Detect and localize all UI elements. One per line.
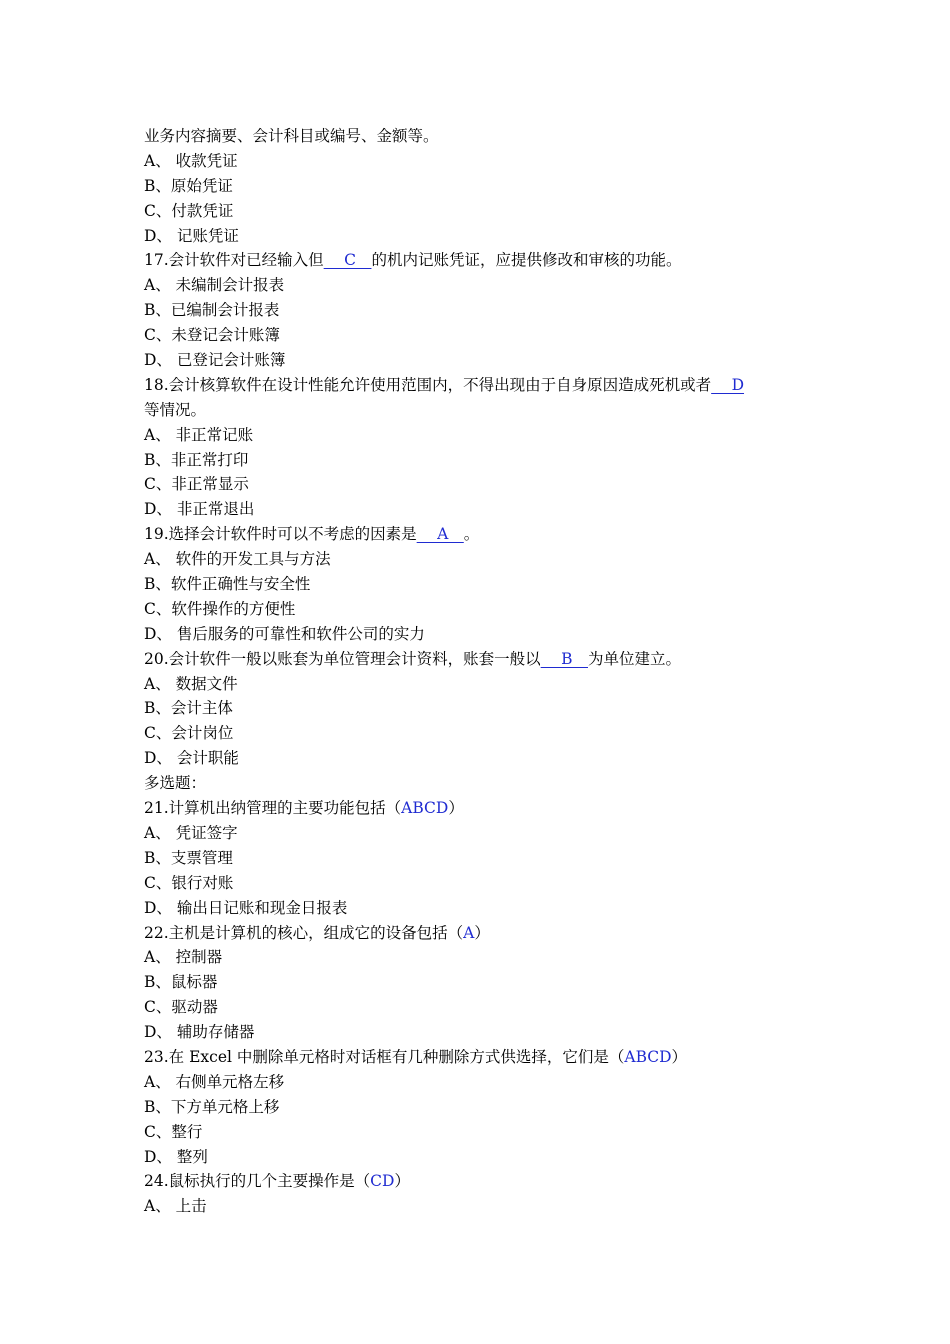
question-text: 18.会计核算软件在设计性能允许使用范围内，不得出现由于自身原因造成死机或者 <box>144 375 712 394</box>
option-line: B、软件正确性与安全性 <box>144 575 311 594</box>
document-body <box>144 124 824 1219</box>
question-text: 20.会计软件一般以账套为单位管理会计资料，账套一般以 <box>144 649 541 668</box>
option-line: D、 整列 <box>144 1147 208 1166</box>
question-text: 17.会计软件对已经输入但 <box>144 251 324 270</box>
option-line: C、未登记会计账簿 <box>144 326 280 345</box>
question-text-end: 为单位建立。 <box>587 649 681 668</box>
option-line: A、 上击 <box>144 1197 207 1216</box>
option-line: A、 右侧单元格左移 <box>144 1072 285 1091</box>
option-line: B、原始凭证 <box>144 176 233 195</box>
question-line <box>144 248 824 273</box>
option-line: D、 辅助存储器 <box>144 1023 255 1042</box>
answer-mark: CD <box>370 1172 395 1191</box>
question-text-end: 。 <box>463 525 480 544</box>
option-line: C、整行 <box>144 1122 203 1141</box>
option-line: B、支票管理 <box>144 848 233 867</box>
option-line: D、 输出日记账和现金日报表 <box>144 898 348 917</box>
option-line: D、 已登记会计账簿 <box>144 351 286 370</box>
text-line: 多选题： <box>144 774 207 793</box>
question-text: 23.在 Excel 中删除单元格时对话框有几种删除方式供选择，它们是（ <box>144 1047 625 1066</box>
option-line: D、 非正常退出 <box>144 500 255 519</box>
question-line <box>144 796 824 821</box>
answer-mark: A <box>416 525 464 544</box>
option-line: B、下方单元格上移 <box>144 1097 280 1116</box>
question-line <box>144 1045 824 1070</box>
option-line: C、驱动器 <box>144 998 218 1017</box>
text-line: 业务内容摘要、会计科目或编号、金额等。 <box>144 127 439 145</box>
text-line: 等情况。 <box>144 400 207 419</box>
question-line <box>144 1169 824 1194</box>
option-line: A、 数据文件 <box>144 674 238 693</box>
question-line <box>144 522 824 547</box>
option-line: D、 记账凭证 <box>144 226 239 245</box>
answer-mark: C <box>323 251 372 270</box>
question-text: 22.主机是计算机的核心，组成它的设备包括（ <box>144 923 464 942</box>
answer-mark: D <box>711 375 745 394</box>
question-line <box>144 921 824 946</box>
question-text-end: ） <box>394 1172 410 1191</box>
option-line: B、鼠标器 <box>144 973 218 992</box>
question-text-end: ） <box>448 799 464 818</box>
option-line: B、会计主体 <box>144 699 233 718</box>
option-line: D、 售后服务的可靠性和软件公司的实力 <box>144 624 425 643</box>
option-line: A、 收款凭证 <box>144 151 238 170</box>
question-text-end: 的机内记账凭证，应提供修改和审核的功能。 <box>371 251 682 270</box>
question-text-end: ） <box>474 923 490 942</box>
question-line <box>144 647 824 672</box>
option-line: B、已编制会计报表 <box>144 301 280 320</box>
option-line: A、 未编制会计报表 <box>144 276 285 295</box>
question-line <box>144 373 824 398</box>
question-text: 21.计算机出纳管理的主要功能包括（ <box>144 799 402 818</box>
option-line: A、 凭证签字 <box>144 823 238 842</box>
question-text: 19.选择会计软件时可以不考虑的因素是 <box>144 525 417 544</box>
option-line: C、付款凭证 <box>144 201 234 220</box>
option-line: C、会计岗位 <box>144 724 234 743</box>
option-line: D、 会计职能 <box>144 749 239 768</box>
option-line: C、非正常显示 <box>144 475 249 494</box>
option-line: B、非正常打印 <box>144 450 249 469</box>
question-text-end: ） <box>671 1047 688 1066</box>
option-line: A、 软件的开发工具与方法 <box>144 550 331 569</box>
option-line: C、银行对账 <box>144 873 234 892</box>
answer-mark: ABCD <box>624 1047 672 1066</box>
option-line: C、软件操作的方便性 <box>144 599 296 618</box>
question-text: 24.鼠标执行的几个主要操作是（ <box>144 1172 371 1191</box>
answer-mark: A <box>463 923 475 942</box>
option-line: A、 非正常记账 <box>144 425 254 444</box>
answer-mark: ABCD <box>401 799 449 818</box>
option-line: A、 控制器 <box>144 948 223 967</box>
answer-mark: B <box>540 649 588 668</box>
